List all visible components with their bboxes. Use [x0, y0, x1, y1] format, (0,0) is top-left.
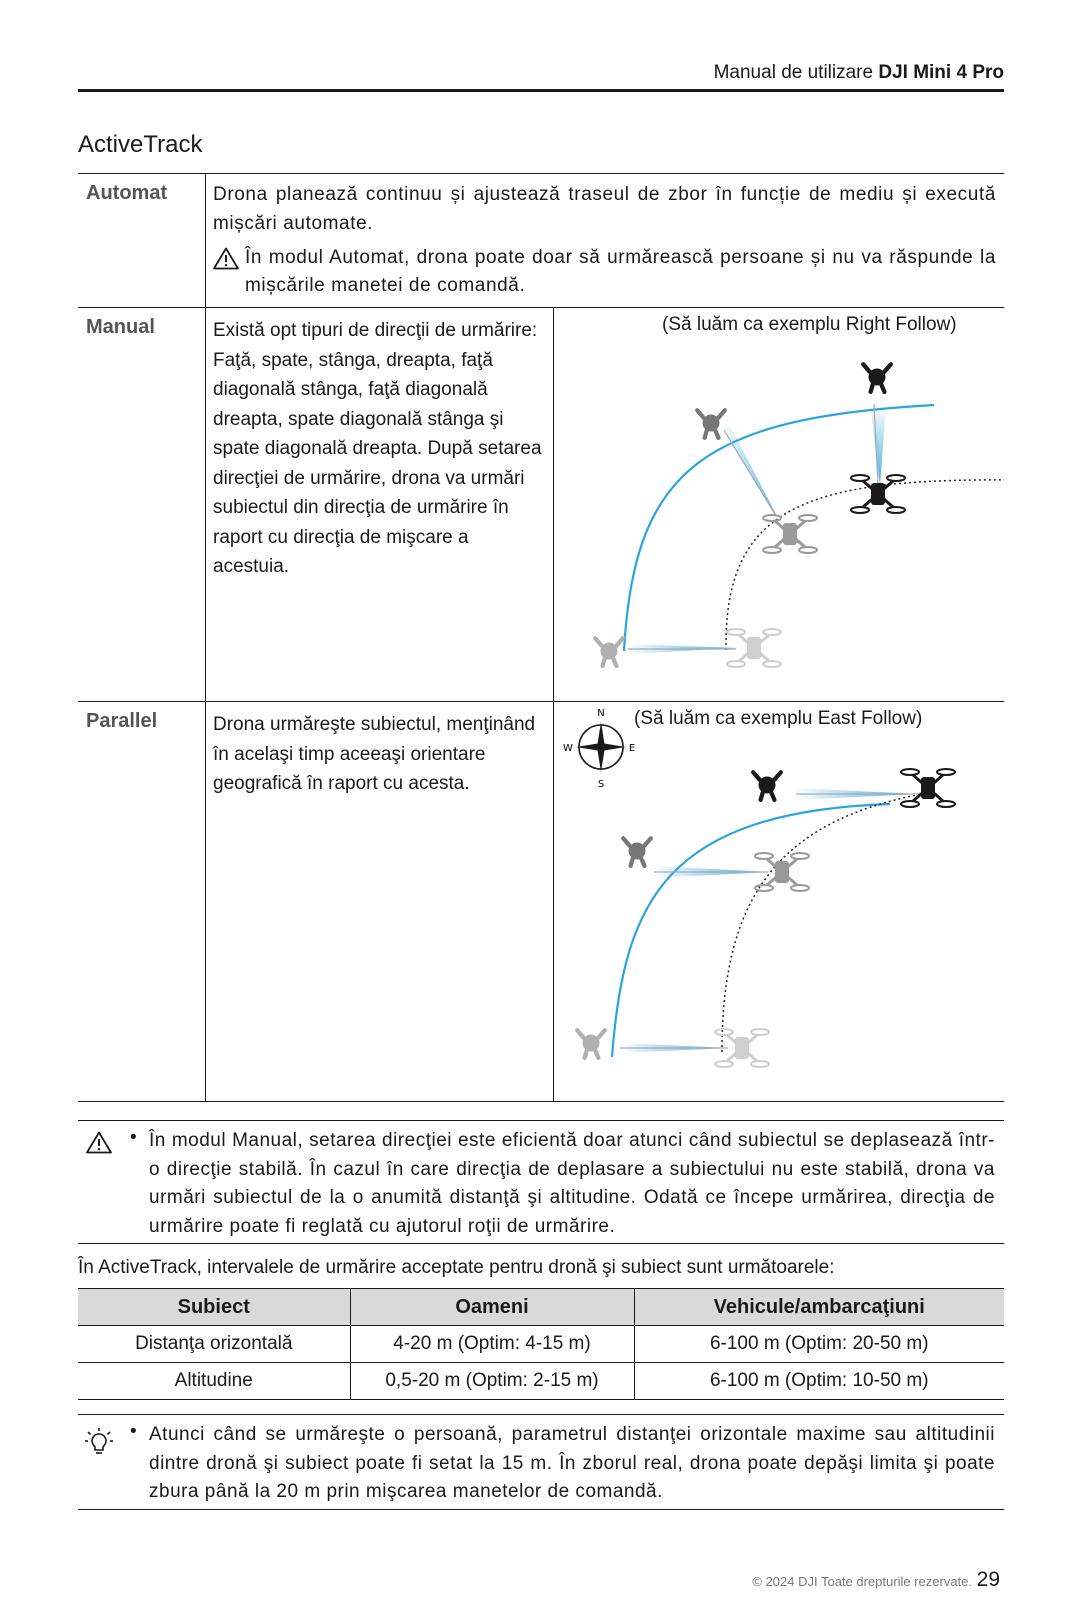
- ranges-intro: În ActiveTrack, intervalele de urmărire acceptate pentru dronă şi subiect sunt următoarele:: [78, 1257, 835, 1278]
- table-cell: Distanţa orizontală: [78, 1326, 350, 1363]
- bullet: •: [130, 1421, 137, 1442]
- mode-row-parallel: [78, 702, 1004, 1102]
- table-cell: 6-100 m (Optim: 20-50 m): [634, 1326, 1004, 1363]
- lightbulb-icon: [84, 1427, 114, 1457]
- compass-n: N: [597, 708, 605, 719]
- mode-warning: [213, 244, 996, 300]
- column-header: Vehicule/ambarcaţiuni: [634, 1289, 1004, 1326]
- mode-name: Automat: [86, 182, 168, 204]
- mode-description: Există opt tipuri de direcţii de urmărire: Faţă, spate, stânga, dreapta, faţă diagonală stânga, faţă diagonală dreapta, spate diagonală stânga şi spate diagonală dreapta. După setarea direcţiei de urmărire, drona va urmări subiectul din direcţia de urmărire în raport cu direcţia de mişcare a acestuia.: [213, 320, 542, 577]
- table-row: [78, 1326, 1004, 1363]
- drone-icon: [763, 515, 817, 553]
- compass-s: S: [597, 779, 605, 790]
- mode-description: Drona urmăreşte subiectul, menţinând în acelaşi timp aceeaşi orientare geografică în raport cu acesta.: [213, 714, 536, 794]
- person-icon: [753, 772, 781, 800]
- person-icon: [623, 838, 651, 866]
- mode-description: Drona planează continuu și ajustează traseul de zbor în funcție de mediu și execută mișcări automate.: [213, 184, 996, 234]
- footer-copyright: © 2024 DJI Toate drepturile rezervate.: [752, 1574, 972, 1589]
- drone-icon: [901, 769, 955, 807]
- mode-name: Parallel: [86, 710, 158, 732]
- subject-path: [624, 405, 934, 651]
- person-icon: [863, 364, 891, 392]
- table-cell: Altitudine: [78, 1363, 350, 1400]
- header-product: DJI Mini 4 Pro: [878, 62, 1004, 83]
- modes-table: [78, 173, 1004, 1102]
- page-number: 29: [976, 1568, 1000, 1591]
- column-header: Oameni: [350, 1289, 634, 1326]
- table-cell: 4-20 m (Optim: 4-15 m): [350, 1326, 634, 1363]
- mode-row-manual: [78, 308, 1004, 702]
- warning-icon: [86, 1131, 112, 1154]
- column-divider: [205, 174, 206, 307]
- warning-icon: [213, 247, 239, 270]
- table-row: [78, 1363, 1004, 1400]
- bullet: •: [130, 1127, 137, 1148]
- tip-note: [78, 1414, 1004, 1510]
- header-manual-label: Manual de utilizare: [713, 62, 874, 83]
- column-divider: [205, 702, 206, 1101]
- person-icon: [697, 410, 725, 438]
- table-header-row: [78, 1289, 1004, 1326]
- diagram-caption: (Să luăm ca exemplu Right Follow): [662, 314, 957, 335]
- table-cell: 6-100 m (Optim: 10-50 m): [634, 1363, 1004, 1400]
- column-header: Subiect: [78, 1289, 350, 1326]
- subject-path: [612, 804, 890, 1057]
- section-title: ActiveTrack: [78, 131, 203, 158]
- manual-mode-notice: [78, 1120, 1004, 1244]
- person-icon: [595, 638, 623, 666]
- compass-icon: [563, 708, 635, 790]
- header-title: [714, 62, 1004, 84]
- drone-path: [722, 794, 922, 1052]
- diagram-caption: (Să luăm ca exemplu East Follow): [634, 708, 923, 729]
- column-divider: [205, 308, 206, 701]
- mode-row-automat: [78, 174, 1004, 308]
- compass-w: W: [563, 743, 573, 754]
- compass-e: E: [628, 743, 636, 754]
- mode-name: Manual: [86, 316, 155, 338]
- person-icon: [577, 1030, 605, 1058]
- warning-text: În modul Automat, drona poate doar să urmărească persoane și nu va răspunde la mișcările manetei de comandă.: [245, 247, 996, 296]
- notice-text: În modul Manual, setarea direcţiei este eficientă doar atunci când subiectul se deplasează într-o direcţie stabilă. În cazul în care direcţia de deplasare a subiectului nu este stabilă, drona va urmări subiectul de la o anumită distanţă şi altitudine. Odată ce începe urmărirea, direcţia de urmărire poate fi reglată cu ajutorul roţii de urmărire.: [149, 1130, 995, 1237]
- tip-text: Atunci când se urmăreşte o persoană, parametrul distanţei orizontale maxime sau altitudinii dintre dronă şi subiect poate fi setat la 15 m. În zborul real, drona poate depăşi limita şi poate zbura până la 20 m prin mişcarea manetelor de comandă.: [149, 1424, 995, 1502]
- right-follow-diagram: [554, 348, 1004, 698]
- tracking-range-table: [78, 1288, 1004, 1400]
- east-follow-diagram: [554, 702, 1004, 1100]
- table-cell: 0,5-20 m (Optim: 2-15 m): [350, 1363, 634, 1400]
- page-header: [78, 62, 1004, 92]
- tracking-line: [724, 430, 776, 516]
